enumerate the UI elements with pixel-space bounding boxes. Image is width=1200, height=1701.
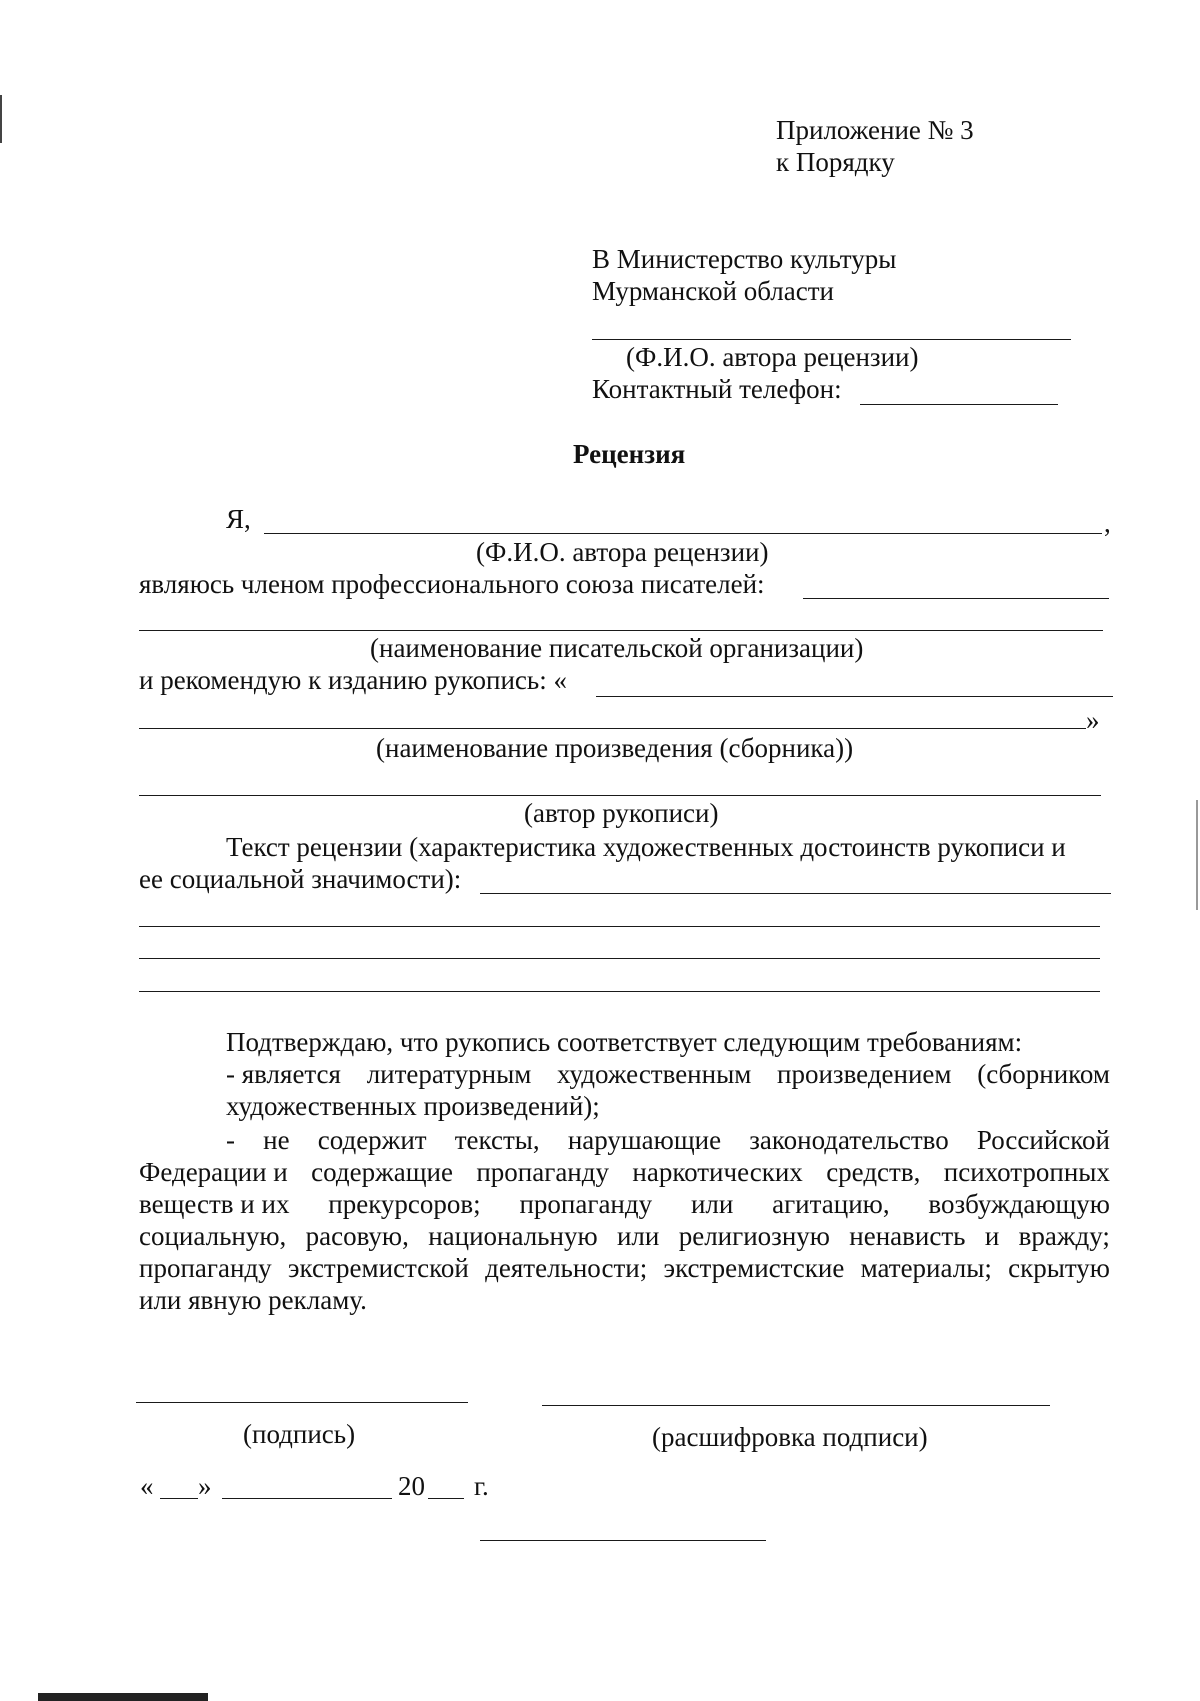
reviewer-name-blank[interactable]	[264, 533, 1102, 534]
reviewer-name-hint: (Ф.И.О. автора рецензии)	[476, 537, 769, 567]
confirmation-item2-line4: социальную, расовую, национальную или религиозную ненависть и вражду;	[139, 1221, 1110, 1251]
date-year-suffix: г.	[474, 1471, 489, 1501]
date-month-blank[interactable]	[222, 1498, 392, 1499]
manuscript-author-blank[interactable]	[139, 795, 1101, 796]
confirmation-item2-line5: пропаганду экстремистской деятельности; экстремистские материалы; скрытую	[139, 1253, 1110, 1283]
recommend-text: и рекомендую к изданию рукопись: «	[139, 665, 567, 695]
review-blank-1[interactable]	[480, 893, 1111, 894]
addressee-line2: Мурманской области	[592, 276, 834, 306]
phone-label: Контактный телефон:	[592, 374, 842, 404]
appendix-number: Приложение № 3	[776, 115, 974, 145]
addressee-line1: В Министерство культуры	[592, 244, 897, 274]
confirmation-item2-line3: веществ и их прекурсоров; пропаганду или агитацию, возбуждающую	[139, 1189, 1110, 1219]
review-blank-2[interactable]	[139, 926, 1100, 927]
date-year-blank[interactable]	[428, 1498, 464, 1499]
addressee-author-hint: (Ф.И.О. автора рецензии)	[626, 342, 919, 372]
review-blank-4[interactable]	[139, 991, 1100, 992]
phone-blank[interactable]	[860, 404, 1058, 405]
confirmation-item2-line1: - не содержит тексты, нарушающие законодательство Российской	[226, 1125, 1110, 1155]
appendix-reference: к Порядку	[776, 147, 895, 177]
signature-decode-hint: (расшифровка подписи)	[652, 1422, 928, 1452]
manuscript-author-hint: (автор рукописи)	[524, 798, 719, 828]
manuscript-title-blank-2[interactable]	[139, 728, 1086, 729]
confirmation-item2-line6: или явную рекламу.	[139, 1285, 367, 1315]
review-blank-3[interactable]	[139, 958, 1100, 959]
member-text: являюсь членом профессионального союза писателей:	[139, 569, 765, 599]
date-open-quote: «	[140, 1471, 154, 1501]
work-hint: (наименование произведения (сборника))	[376, 733, 854, 763]
date-close-quote: »	[198, 1471, 212, 1501]
close-quote: »	[1086, 705, 1100, 735]
scan-bottom-artifact	[38, 1693, 208, 1701]
manuscript-title-blank-1[interactable]	[596, 696, 1113, 697]
scan-edge-mark	[0, 95, 2, 143]
document-title: Рецензия	[573, 439, 686, 469]
confirmation-item1-line2: художественных произведений);	[226, 1091, 600, 1121]
date-day-blank[interactable]	[160, 1498, 198, 1499]
closing-line	[480, 1540, 766, 1541]
org-hint: (наименование писательской организации)	[370, 633, 864, 663]
review-text-line2: ее социальной значимости):	[139, 864, 462, 894]
union-blank-1[interactable]	[803, 598, 1109, 599]
date-year-prefix: 20	[398, 1471, 425, 1501]
review-text-line1: Текст рецензии (характеристика художественных достоинств рукописи и	[226, 832, 1066, 862]
i-label: Я,	[226, 504, 251, 534]
signature-hint: (подпись)	[243, 1419, 356, 1449]
confirmation-item2-line2: Федерации и содержащие пропаганду наркотических средств, психотропных	[139, 1157, 1110, 1187]
scan-edge-mark	[1196, 800, 1198, 910]
union-blank-2[interactable]	[139, 630, 1103, 631]
signature-blank[interactable]	[136, 1402, 468, 1403]
addressee-author-blank[interactable]	[592, 339, 1071, 340]
confirmation-item1-line1: - является литературным художественным произведением (сборником	[226, 1059, 1110, 1089]
reviewer-comma: ,	[1104, 508, 1111, 538]
signature-decode-blank[interactable]	[542, 1405, 1050, 1406]
confirmation-intro: Подтверждаю, что рукопись соответствует следующим требованиям:	[226, 1027, 1023, 1057]
